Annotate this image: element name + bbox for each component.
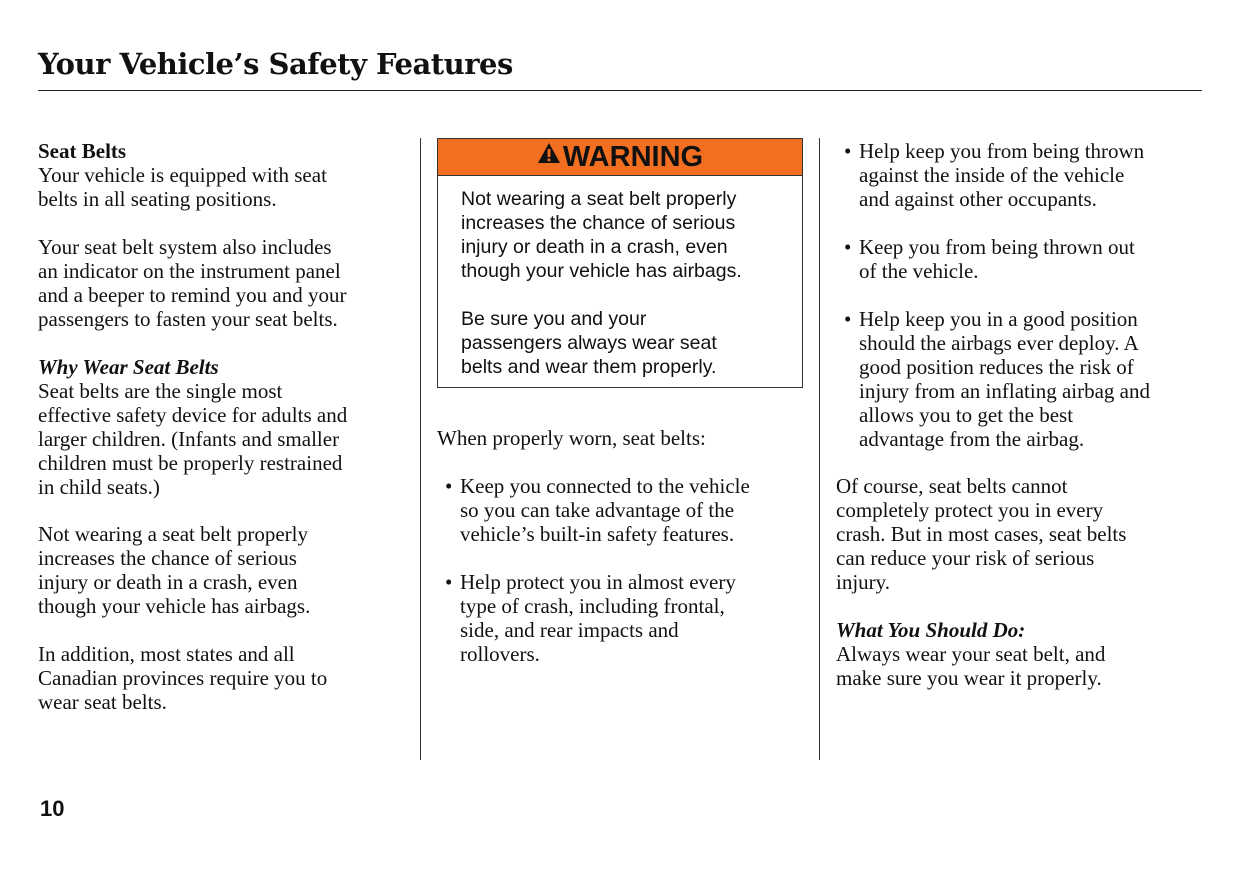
text-line: though your vehicle has airbags. xyxy=(38,594,311,618)
column-divider-left xyxy=(420,138,421,760)
text-line: Help protect you in almost every xyxy=(460,570,736,594)
text-line: Seat belts are the single most xyxy=(38,379,283,403)
text-line: injury from an inflating airbag and xyxy=(859,379,1150,403)
paragraph-indicator xyxy=(38,235,346,331)
text-line: injury or death in a crash, even xyxy=(461,236,728,258)
text-line: passengers always wear seat xyxy=(461,332,717,354)
text-line: allows you to get the best xyxy=(859,403,1074,427)
bullet-dot: • xyxy=(844,307,852,331)
text-line: In addition, most states and all xyxy=(38,642,295,666)
text-line: increases the chance of serious xyxy=(461,212,736,234)
text-line: and against other occupants. xyxy=(859,187,1097,211)
warning-paragraph-1 xyxy=(461,187,742,283)
bullet-text xyxy=(460,570,736,666)
bullet-dot: • xyxy=(844,235,852,259)
paragraph-single-most xyxy=(38,379,347,499)
paragraph-when-worn: When properly worn, seat belts: xyxy=(437,426,706,450)
warning-label: WARNING xyxy=(562,141,704,173)
warning-triangle-icon xyxy=(537,137,561,174)
bullet-dot: • xyxy=(844,139,852,163)
text-line: type of crash, including frontal, xyxy=(460,594,725,618)
text-line: Help keep you in a good position xyxy=(859,307,1138,331)
text-line: Your vehicle is equipped with seat xyxy=(38,163,327,187)
text-line: should the airbags ever deploy. A xyxy=(859,331,1139,355)
text-line: wear seat belts. xyxy=(38,690,167,714)
text-line: children must be properly restrained xyxy=(38,451,343,475)
text-line: crash. But in most cases, seat belts xyxy=(836,522,1127,546)
text-line: increases the chance of serious xyxy=(38,546,297,570)
section-heading-seat-belts: Seat Belts xyxy=(38,139,127,163)
paragraph-equipped xyxy=(38,163,327,211)
text-line: Not wearing a seat belt properly xyxy=(38,522,308,546)
page-number: 10 xyxy=(40,796,65,821)
text-line: side, and rear impacts and xyxy=(460,618,679,642)
paragraph-not-wearing xyxy=(38,522,310,618)
text-line: advantage from the airbag. xyxy=(859,427,1085,451)
text-line: Not wearing a seat belt properly xyxy=(461,188,737,210)
text-line: Keep you connected to the vehicle xyxy=(460,474,750,498)
text-line: completely protect you in every xyxy=(836,498,1104,522)
text-line: rollovers. xyxy=(460,642,540,666)
text-line: belts and wear them properly. xyxy=(461,356,717,378)
text-line: of the vehicle. xyxy=(859,259,979,283)
text-line: in child seats.) xyxy=(38,475,160,499)
paragraph-of-course xyxy=(836,474,1126,594)
text-line: Of course, seat belts cannot xyxy=(836,474,1068,498)
paragraph-always-wear xyxy=(836,642,1105,690)
subheading-what-you-should-do: What You Should Do: xyxy=(836,618,1026,642)
text-line: vehicle’s built-in safety features. xyxy=(460,522,735,546)
bullet-dot: • xyxy=(445,474,453,498)
bullet-dot: • xyxy=(445,570,453,594)
text-line: Your seat belt system also includes xyxy=(38,235,332,259)
bullet-text xyxy=(859,307,1150,451)
title-rule xyxy=(38,90,1202,91)
text-line: can reduce your risk of serious xyxy=(836,546,1095,570)
bullet-text xyxy=(859,235,1135,283)
text-line: effective safety device for adults and xyxy=(38,403,348,427)
text-line: Always wear your seat belt, and xyxy=(836,642,1106,666)
text-line: an indicator on the instrument panel xyxy=(38,259,341,283)
text-line: and a beeper to remind you and your xyxy=(38,283,347,307)
text-line: Help keep you from being thrown xyxy=(859,139,1145,163)
text-line: though your vehicle has airbags. xyxy=(461,260,742,282)
paragraph-in-addition xyxy=(38,642,327,714)
text-line: good position reduces the risk of xyxy=(859,355,1134,379)
subheading-why-wear: Why Wear Seat Belts xyxy=(38,355,219,379)
text-line: injury or death in a crash, even xyxy=(38,570,298,594)
text-line: so you can take advantage of the xyxy=(460,498,735,522)
text-line: Be sure you and your xyxy=(461,308,647,330)
bullet-text xyxy=(460,474,750,546)
text-line: Keep you from being thrown out xyxy=(859,235,1135,259)
text-line: passengers to fasten your seat belts. xyxy=(38,307,338,331)
page-title: Your Vehicle’s Safety Features xyxy=(38,47,513,81)
text-line: injury. xyxy=(836,570,891,594)
text-line: make sure you wear it properly. xyxy=(836,666,1102,690)
bullet-text xyxy=(859,139,1144,211)
text-line: against the inside of the vehicle xyxy=(859,163,1125,187)
text-line: belts in all seating positions. xyxy=(38,187,277,211)
text-line: Canadian provinces require you to xyxy=(38,666,328,690)
warning-box xyxy=(437,138,803,388)
text-line: larger children. (Infants and smaller xyxy=(38,427,340,451)
column-divider-right xyxy=(819,138,820,760)
warning-paragraph-2 xyxy=(461,307,717,379)
warning-header xyxy=(438,139,802,176)
